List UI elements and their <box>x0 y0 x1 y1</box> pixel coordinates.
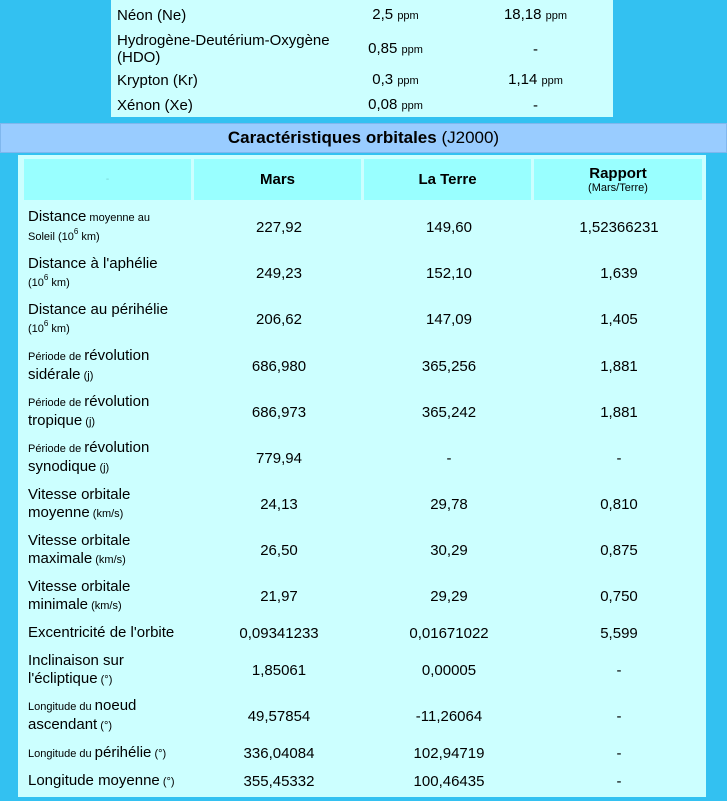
label-part: Soleil (10 <box>28 231 74 243</box>
label-part: Distance au périhélie <box>28 301 169 318</box>
earth-value: - <box>446 449 452 467</box>
label-part: minimale <box>28 595 89 613</box>
earth-value: 0,01671022 <box>409 624 489 642</box>
label-part: Vitesse orbitale <box>28 531 131 549</box>
orbital-table <box>18 155 706 797</box>
mars-value: 0,09341233 <box>239 624 319 642</box>
ratio-value: 0,875 <box>600 541 638 559</box>
superscript: 6 <box>73 227 79 236</box>
label-part: km) <box>48 276 70 289</box>
label-part: (°) <box>159 775 175 788</box>
table-row <box>111 68 613 93</box>
mars-value: 26,50 <box>260 541 298 559</box>
row-label <box>18 439 194 477</box>
label-part: Distance à l'aphélie <box>28 254 158 272</box>
gas-name: Krypton (Kr) <box>117 72 198 89</box>
mars-value: 49,57854 <box>247 707 311 725</box>
unit: ppm <box>545 9 568 22</box>
earth-value: 29,29 <box>430 587 468 605</box>
mars-value: 779,94 <box>256 449 302 467</box>
label-part: révolution <box>84 393 150 410</box>
label-part: Excentricité de l'orbite <box>28 624 175 641</box>
table-row <box>18 250 706 296</box>
earth-value: -11,26064 <box>415 707 483 725</box>
header-earth: La Terre <box>418 171 477 188</box>
label-part: (10 <box>28 276 44 289</box>
ratio-value: 1,881 <box>600 403 638 421</box>
label-part: (j) <box>96 462 110 474</box>
label-part: ascendant <box>28 716 98 733</box>
label-part: (°) <box>97 720 113 732</box>
table-row <box>18 204 706 250</box>
row-label <box>18 744 194 763</box>
unit: ppm <box>401 99 423 112</box>
table-row <box>18 389 706 435</box>
label-part: (km/s) <box>92 553 126 566</box>
section-epoch: (J2000) <box>441 128 500 147</box>
earth-value: - <box>533 40 538 58</box>
ratio-value: 1,881 <box>600 357 638 375</box>
mars-value: 2,5 <box>372 5 394 23</box>
row-label <box>18 697 194 735</box>
mars-value: 0,08 <box>368 95 398 113</box>
ratio-value: 0,810 <box>600 495 638 513</box>
mars-value: 21,97 <box>260 587 298 605</box>
table-row <box>18 296 706 343</box>
label-part: Longitude du <box>28 701 95 713</box>
table-row <box>18 647 706 693</box>
mars-value: 686,980 <box>251 357 307 375</box>
gas-table <box>111 0 613 117</box>
earth-value: 1,14 <box>508 71 538 88</box>
label-part: Distance <box>28 208 87 225</box>
row-label <box>18 772 194 791</box>
row-label <box>18 532 194 569</box>
label-part: maximale <box>28 549 93 567</box>
table-row <box>18 619 706 647</box>
label-part: Vitesse orbitale <box>28 485 131 503</box>
row-label <box>18 208 194 246</box>
row-label <box>18 652 194 689</box>
ratio-value: 1,639 <box>600 264 638 282</box>
mars-value: 24,13 <box>260 495 298 513</box>
row-label <box>18 393 194 431</box>
mars-value: 355,45332 <box>243 772 315 790</box>
label-part: (°) <box>151 747 167 760</box>
earth-value: 29,78 <box>430 495 468 513</box>
label-part: Longitude du <box>28 747 95 760</box>
label-part: Période de <box>28 397 85 409</box>
label-part: Période de <box>28 351 85 363</box>
label-part: Longitude moyenne <box>28 771 160 789</box>
label-part: moyenne <box>28 503 90 521</box>
label-part: l'écliptique <box>28 669 98 687</box>
label-part: révolution <box>84 347 150 364</box>
mars-value: 227,92 <box>256 218 302 236</box>
section-title <box>0 123 727 153</box>
mars-value: 249,23 <box>256 264 302 282</box>
section-title-text: Caractéristiques orbitales <box>227 128 437 147</box>
mars-value: 686,973 <box>251 403 307 421</box>
label-part: (°) <box>97 673 113 686</box>
ratio-value: 1,405 <box>600 311 638 328</box>
row-label <box>18 624 194 642</box>
mars-value: 336,04084 <box>243 744 315 762</box>
table-row <box>18 767 706 795</box>
label-part: révolution <box>84 439 150 456</box>
earth-value: 152,10 <box>426 264 472 282</box>
unit: ppm <box>541 75 563 87</box>
earth-value: 102,94719 <box>413 744 485 762</box>
label-part: (km/s) <box>89 507 124 520</box>
ratio-value: - <box>616 772 622 790</box>
table-header <box>18 155 706 200</box>
table-row <box>18 481 706 527</box>
ratio-value: 0,750 <box>600 587 638 605</box>
label-part: km) <box>78 231 100 243</box>
table-row <box>18 343 706 389</box>
label-part: (km/s) <box>88 599 122 612</box>
table-row <box>111 0 613 30</box>
table-row <box>18 739 706 767</box>
ratio-value: - <box>616 744 622 762</box>
superscript: 6 <box>43 319 49 328</box>
earth-value: 147,09 <box>426 311 472 328</box>
label-part: (j) <box>82 416 96 428</box>
label-part: km) <box>48 323 70 335</box>
label-part: (10 <box>28 323 44 335</box>
earth-value: 365,242 <box>421 403 477 421</box>
header-mars: Mars <box>259 171 296 188</box>
label-part: moyenne au <box>86 212 150 224</box>
table-body <box>18 204 706 795</box>
gas-name: Hydrogène-Deutérium-Oxygène (HDO) <box>117 32 330 66</box>
label-part: tropique <box>28 412 83 429</box>
row-label <box>18 255 194 292</box>
label-part: (j) <box>80 370 94 382</box>
label-part: périhélie <box>94 743 152 761</box>
row-label <box>18 301 194 338</box>
table-row <box>111 30 613 68</box>
label-part: synodique <box>28 458 97 475</box>
header-ratio-sub: (Mars/Terre) <box>588 182 648 194</box>
table-row <box>18 573 706 619</box>
earth-value: 100,46435 <box>413 772 485 790</box>
earth-value: 30,29 <box>430 541 468 559</box>
ratio-value: - <box>616 661 622 679</box>
mars-value: 0,3 <box>372 71 394 88</box>
label-part: Vitesse orbitale <box>28 577 131 595</box>
earth-value: 149,60 <box>426 218 472 236</box>
ratio-value: - <box>616 707 622 725</box>
earth-value: 365,256 <box>421 357 477 375</box>
label-part: sidérale <box>28 366 81 383</box>
earth-value: 18,18 <box>503 5 542 23</box>
table-row <box>18 693 706 739</box>
label-part: Période de <box>28 443 85 455</box>
label-part: Inclinaison sur <box>28 651 124 669</box>
unit: ppm <box>401 43 423 56</box>
ratio-value: 1,52366231 <box>579 218 659 236</box>
gas-name: Xénon (Xe) <box>117 96 193 114</box>
superscript: 6 <box>43 272 49 282</box>
earth-value: 0,00005 <box>421 661 477 679</box>
table-row <box>18 435 706 481</box>
mars-value: 0,85 <box>368 39 398 57</box>
row-label <box>18 486 194 523</box>
header-ratio: Rapport <box>589 165 647 182</box>
earth-value: - <box>533 96 538 114</box>
unit: ppm <box>397 75 419 87</box>
mars-value: 1,85061 <box>251 661 307 679</box>
ratio-value: - <box>616 449 622 467</box>
row-label <box>18 347 194 385</box>
row-label <box>18 578 194 615</box>
ratio-value: 5,599 <box>600 624 638 642</box>
table-row <box>111 93 613 117</box>
unit: ppm <box>397 9 419 22</box>
header-blank: - <box>24 159 191 200</box>
table-row <box>18 527 706 573</box>
gas-name: Néon (Ne) <box>117 6 187 24</box>
mars-value: 206,62 <box>256 311 302 328</box>
label-part: noeud <box>94 697 137 714</box>
